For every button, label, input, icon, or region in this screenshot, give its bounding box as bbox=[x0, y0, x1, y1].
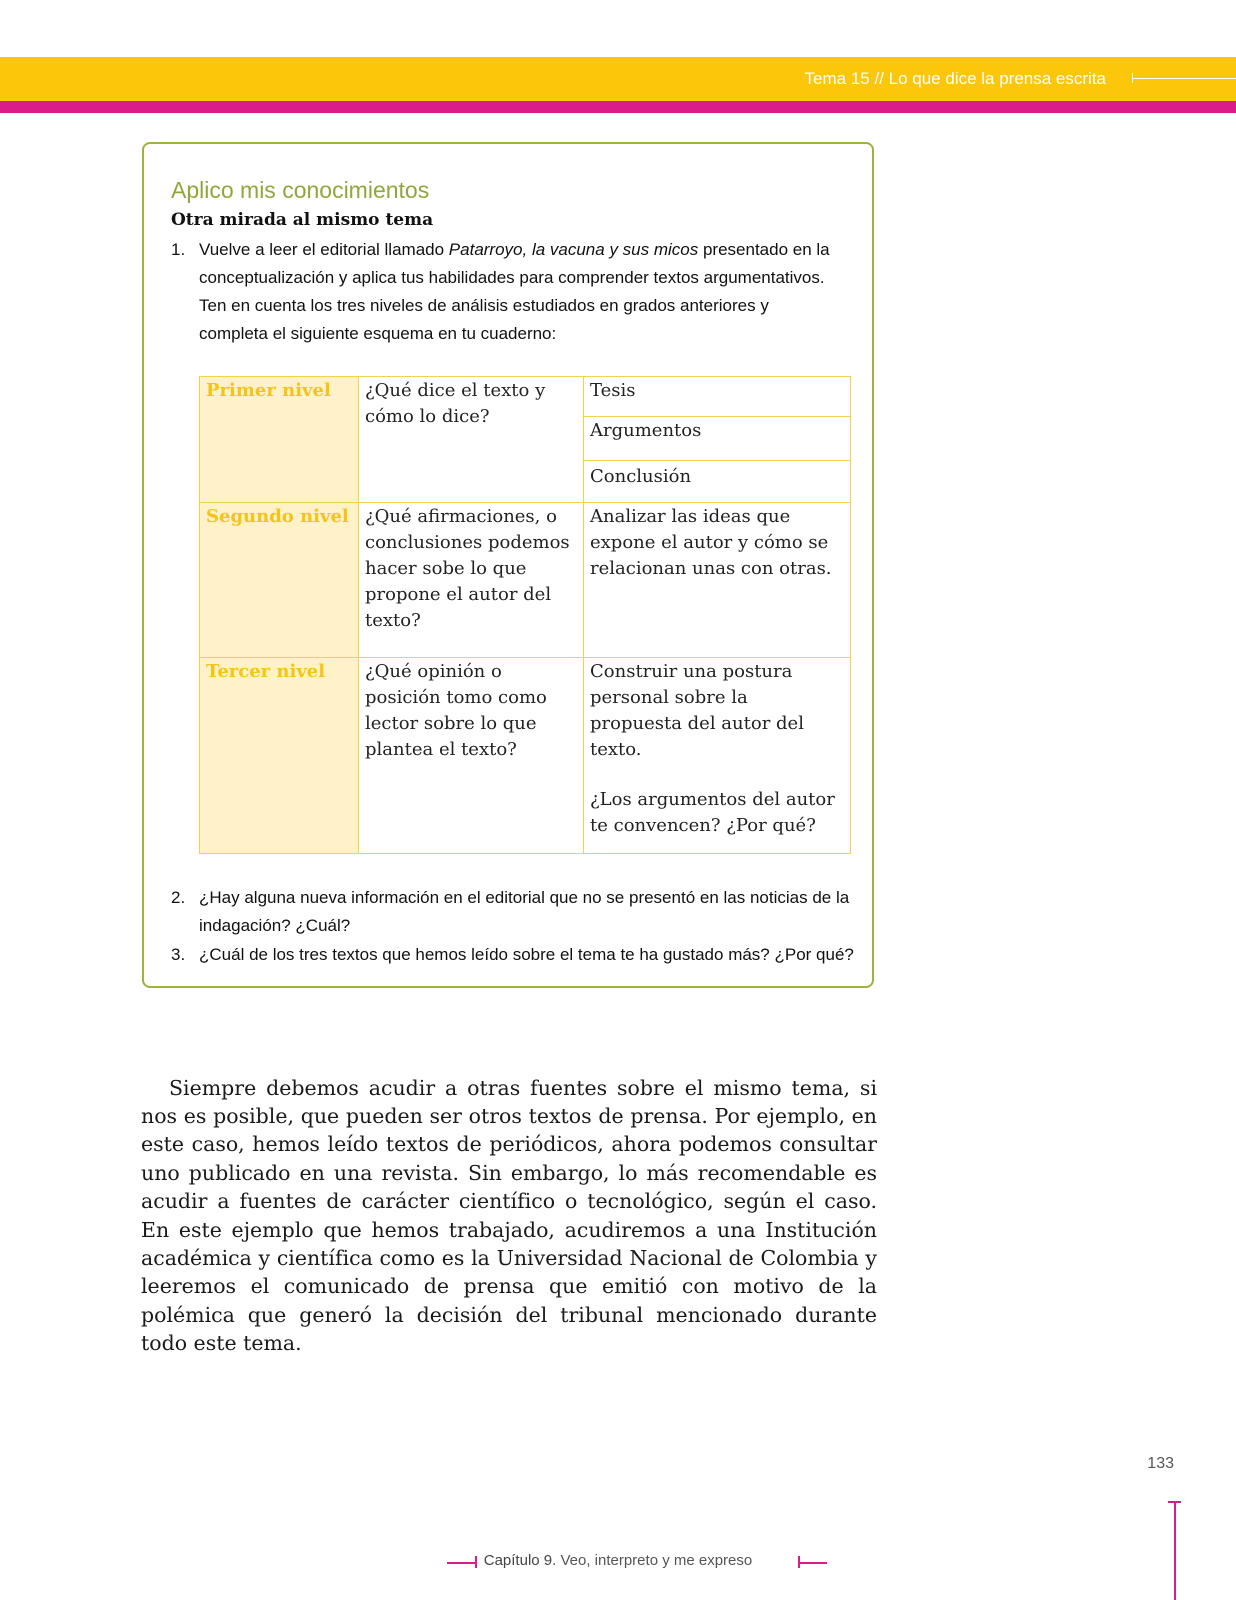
footer-chapter: Capítulo 9. bbox=[483, 1552, 557, 1569]
instruction-text bbox=[199, 236, 839, 348]
instruction-text: ¿Cuál de los tres textos que hemos leído sobre el tema te ha gustado más? ¿Por qué? bbox=[199, 945, 854, 964]
question-segundo: ¿Qué afirmaciones, o conclusiones podemos hacer sobe lo que propone el autor del texto? bbox=[359, 503, 584, 658]
subheading: Otra mirada al mismo tema bbox=[171, 210, 434, 230]
analysis-table bbox=[199, 376, 851, 854]
instruction-number: 2. bbox=[171, 888, 186, 907]
level-primer: Primer nivel bbox=[200, 377, 359, 503]
level-tercer: Tercer nivel bbox=[200, 658, 359, 854]
instruction-number: 1. bbox=[171, 240, 186, 259]
editorial-title: Patarroyo, la vacuna y sus micos bbox=[448, 240, 699, 259]
answer-segundo: Analizar las ideas que expone el autor y cómo se relacionan unas con otras. bbox=[584, 503, 851, 658]
activity-box bbox=[142, 142, 874, 988]
answer-tercer bbox=[584, 658, 851, 854]
answer-argumentos: Argumentos bbox=[584, 417, 851, 461]
header-accent-band bbox=[0, 101, 1236, 113]
header-title: Tema 15 // Lo que dice la prensa escrita bbox=[804, 69, 1106, 88]
instruction-3 bbox=[171, 941, 854, 969]
instruction-number: 3. bbox=[171, 945, 186, 964]
footer-rule-right bbox=[799, 1562, 827, 1564]
answer-tercer-2: ¿Los argumentos del autor te convencen? ¿Por qué? bbox=[590, 789, 835, 836]
header-rule bbox=[1132, 78, 1236, 79]
question-tercer: ¿Qué opinión o posición tomo como lector sobre lo que plantea el texto? bbox=[359, 658, 584, 854]
level-segundo: Segundo nivel bbox=[200, 503, 359, 658]
instruction-2 bbox=[171, 884, 851, 940]
instruction-1 bbox=[171, 236, 831, 348]
answer-tercer-1: Construir una postura personal sobre la propuesta del autor del texto. bbox=[590, 661, 804, 760]
body-paragraph: Siempre debemos acudir a otras fuentes sobre el mismo tema, si nos es posible, que pueden ser otros textos de prensa. Por ejemplo, en este caso, hemos leído textos de periódicos, ahora podemos consultar uno publicado en una revista. Sin embargo, lo más recomendable es acudir a fuentes de carácter científico o tecnológico, según el caso. En este ejemplo que hemos trabajado, acudiremos a una Institución académica y científica como es la Universidad Nacional de Colombia y leeremos el comunicado de prensa que emitió con motivo de la polémica que generó la decisión del tribunal mencionado durante todo este tema. bbox=[141, 1075, 877, 1356]
instruction-text-part: presentado en la conceptualización y aplica tus habilidades para comprender textos argumentativos. Ten en cuenta los tres niveles de análisis estudiados en grados anteriores y completa el siguiente esquema en tu cuaderno: bbox=[199, 240, 830, 343]
page-number: 133 bbox=[1147, 1455, 1174, 1472]
instruction-text-part: Vuelve a leer el editorial llamado bbox=[199, 240, 449, 259]
footer-title: Veo, interpreto y me expreso bbox=[556, 1552, 753, 1569]
footer bbox=[0, 1552, 1236, 1569]
section-heading: Aplico mis conocimientos bbox=[171, 177, 430, 203]
answer-conclusion: Conclusión bbox=[584, 461, 851, 503]
answer-tesis: Tesis bbox=[584, 377, 851, 417]
instruction-text: ¿Hay alguna nueva información en el editorial que no se presentó en las noticias de la indagación? ¿Cuál? bbox=[199, 888, 850, 935]
question-primer: ¿Qué dice el texto y cómo lo dice? bbox=[359, 377, 584, 503]
side-rule bbox=[1174, 1502, 1176, 1600]
